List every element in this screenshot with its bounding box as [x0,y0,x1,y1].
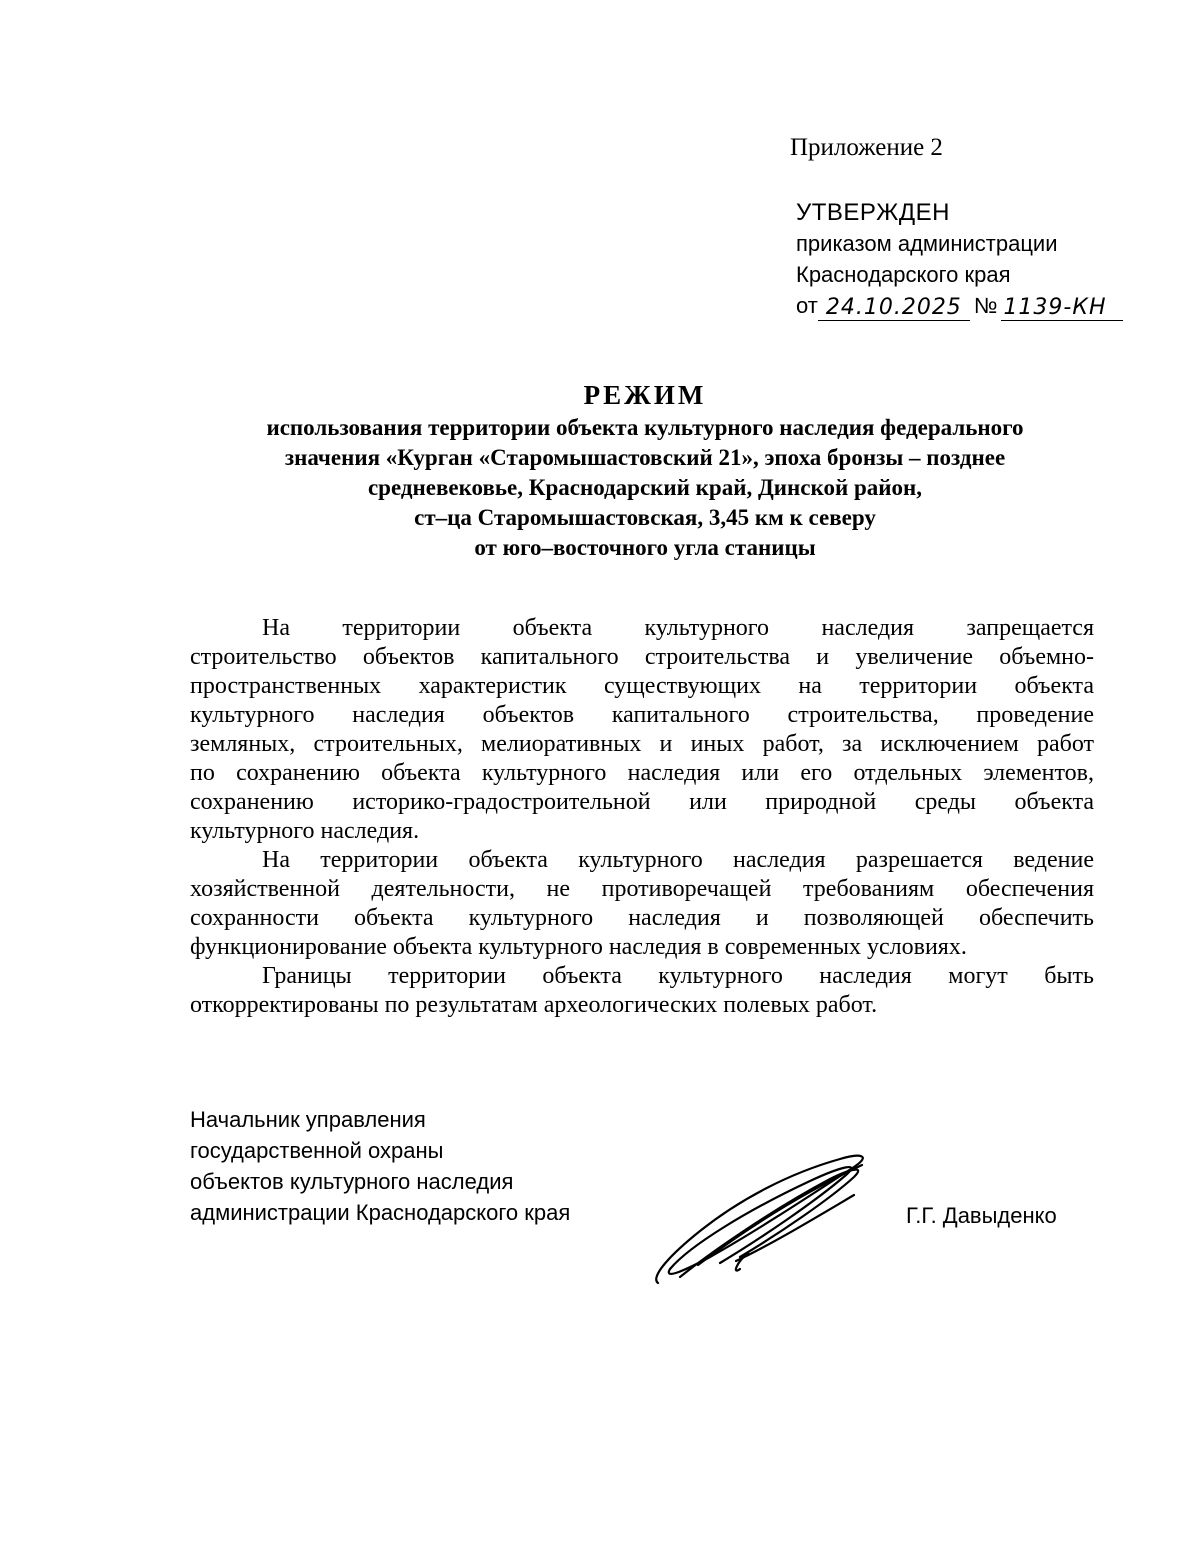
document-title: РЕЖИМ [583,380,707,410]
approval-stamp [796,197,1176,321]
order-number-sign: № [973,293,998,318]
subtitle-line: использования территории объекта культурного наследия федерального [266,415,1024,440]
paragraph-line: по сохранению объекта культурного наследия или его отдельных элементов, [190,760,1094,786]
appendix-label: Приложение 2 [790,134,943,161]
appendix-label-block [790,133,1170,163]
paragraph-line: откорректированы по результатам археологических полевых работ. [190,992,878,1018]
paragraph-line: хозяйственной деятельности, не противоречащей требованиям обеспечения [190,876,1094,902]
signatory-title-line: государственной охраны [190,1138,444,1163]
paragraph-line: земляных, строительных, мелиоративных и иных работ, за исключением работ [190,731,1094,757]
signatory-title-line: администрации Краснодарского края [190,1200,571,1225]
order-number-handwritten: 1139-КН [1001,296,1123,321]
document-body [190,614,1094,1020]
approved-line-2: Краснодарского края [796,262,1011,287]
paragraph-line: культурного наследия объектов капитального строительства, проведение [190,702,1094,728]
paragraph-line: На территории объекта культурного наследия запрещается [262,615,1094,641]
signatory-title-line: Начальник управления [190,1107,426,1132]
approved-heading: УТВЕРЖДЕН [796,199,950,226]
handwritten-signature [640,1145,900,1295]
order-reference [796,290,1176,321]
signatory-title-line: объектов культурного наследия [190,1169,514,1194]
signatory-title-block [190,1104,650,1228]
approved-line-1: приказом администрации [796,231,1058,256]
paragraph-line: сохранности объекта культурного наследия и позволяющей обеспечить [190,905,1094,931]
signatory-name: Г.Г. Давыденко [906,1203,1057,1228]
document-title-block [150,377,1140,563]
subtitle-line: значения «Курган «Старомышастовский 21», эпоха бронзы – позднее [284,445,1006,470]
subtitle-line: ст–ца Старомышастовская, 3,45 км к северу [414,505,876,530]
subtitle-line: средневековье, Краснодарский край, Динской район, [367,475,923,500]
paragraph-line: Границы территории объекта культурного наследия могут быть [262,963,1094,989]
paragraph-line: На территории объекта культурного наследия разрешается ведение [262,847,1094,873]
paragraph-line: строительство объектов капитального строительства и увеличение объемно- [190,644,1094,670]
paragraph-line: пространственных характеристик существующих на территории объекта [190,673,1094,699]
order-date-handwritten: 24.10.2025 [818,296,970,321]
order-from-label: от [796,293,818,318]
paragraph-line: культурного наследия. [190,818,420,844]
paragraph-line: сохранению историко-градостроительной или природной среды объекта [190,789,1094,815]
subtitle-line: от юго–восточного угла станицы [474,535,816,560]
paragraph-line: функционирование объекта культурного наследия в современных условиях. [190,934,967,960]
